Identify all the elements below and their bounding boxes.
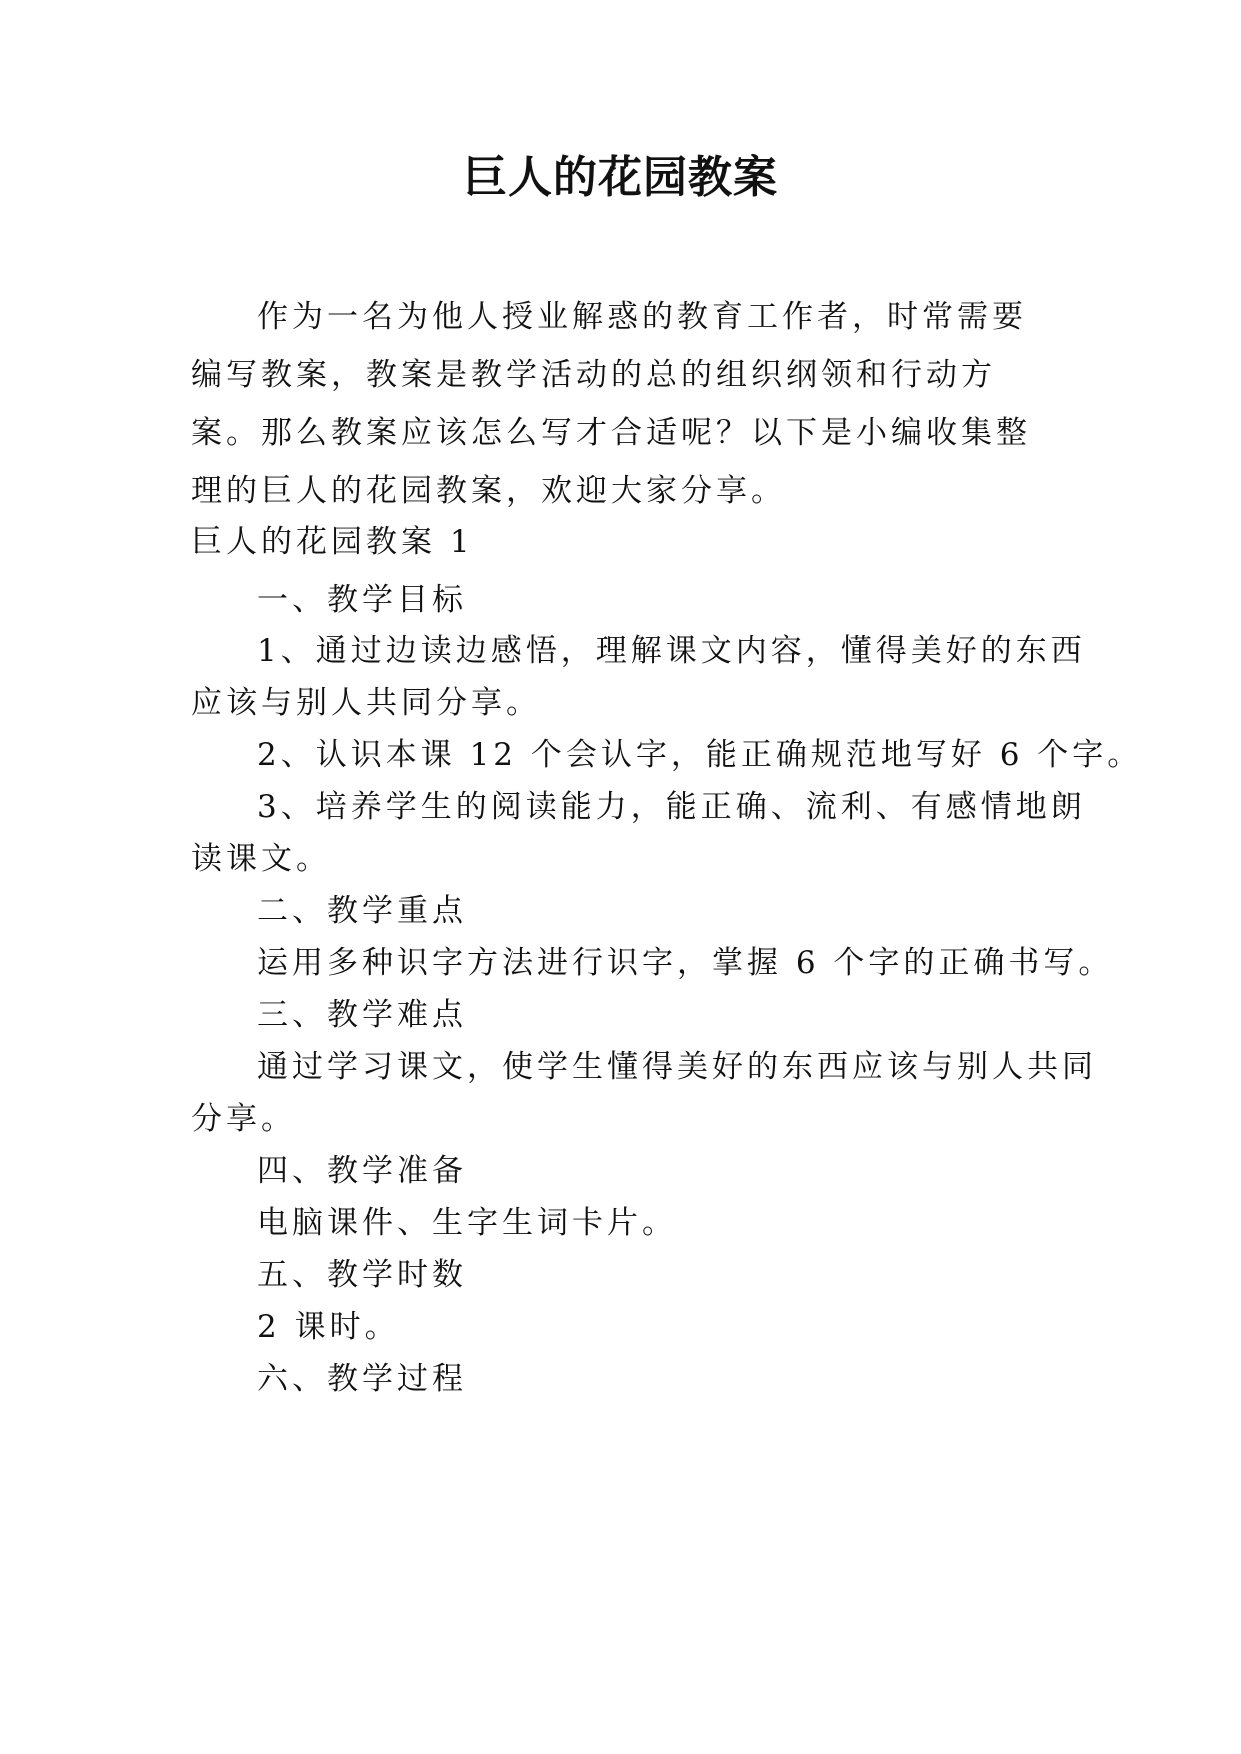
- heading-teaching-goals: 一、教学目标: [257, 582, 467, 618]
- intro-paragraph: 作为一名为他人授业解惑的教育工作者，时常需要编写教案，教案是教学活动的总的组织纲领和行动方案。那么教案应该怎么写才合适呢？以下是小编收集整理的巨人的花园教案，欢迎大家分享。: [191, 299, 1031, 509]
- document-title: 巨人的花园教案: [463, 152, 778, 203]
- difficulties-line-2: 分享。: [191, 1101, 296, 1137]
- goal-2: 2、认识本课 12 个会认字，能正确规范地写好 6 个字。: [257, 737, 1143, 773]
- heading-difficulties: 三、教学难点: [257, 997, 467, 1033]
- difficulties-line-1: 通过学习课文，使学生懂得美好的东西应该与别人共同: [257, 1049, 1097, 1085]
- goal-1-line-1: 1、通过边读边感悟，理解课文内容，懂得美好的东西: [257, 633, 1086, 669]
- heading-preparation: 四、教学准备: [257, 1153, 467, 1189]
- heading-class-hours: 五、教学时数: [257, 1257, 467, 1293]
- goal-3-line-2: 读课文。: [191, 841, 331, 877]
- class-hours-text: 2 课时。: [257, 1309, 400, 1345]
- heading-process: 六、教学过程: [257, 1361, 467, 1397]
- key-points-text: 运用多种识字方法进行识字，掌握 6 个字的正确书写。: [257, 945, 1114, 981]
- preparation-text: 电脑课件、生字生词卡片。: [257, 1205, 677, 1241]
- goal-3-line-1: 3、培养学生的阅读能力，能正确、流利、有感情地朗: [257, 789, 1086, 825]
- heading-key-points: 二、教学重点: [257, 893, 467, 929]
- goal-1-line-2: 应该与别人共同分享。: [191, 685, 541, 721]
- section-heading: 巨人的花园教案 1: [191, 524, 474, 560]
